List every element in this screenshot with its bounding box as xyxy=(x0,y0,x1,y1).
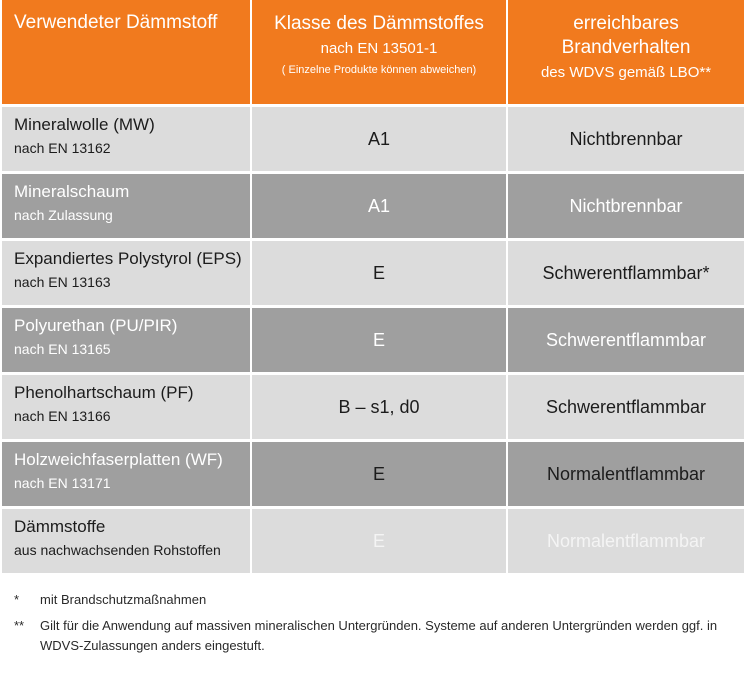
class-cell: E xyxy=(252,442,508,506)
header-fire-sub: des WDVS gemäß LBO** xyxy=(540,64,712,81)
footnote-text: Gilt für die Anwendung auf massiven mineralischen Untergründen. Systeme auf anderen Untergründen werden ggf. in WDVS-Zulassungen anders eingestuft. xyxy=(40,618,718,653)
material-norm: nach EN 13163 xyxy=(14,274,111,290)
header-fire-title: erreichbares Brandverhalten xyxy=(561,13,691,58)
material-cell xyxy=(2,375,252,439)
header-class xyxy=(252,0,508,104)
header-class-title: Klasse des Dämmstoffes xyxy=(274,13,484,34)
material-name: Polyurethan (PU/PIR) xyxy=(14,316,178,335)
footnote xyxy=(14,616,734,656)
material-norm: nach EN 13166 xyxy=(14,408,111,424)
table-header xyxy=(2,0,744,104)
material-name: Mineralwolle (MW) xyxy=(14,115,155,134)
header-material: Verwendeter Dämmstoff xyxy=(2,0,252,104)
table-row xyxy=(2,372,744,439)
table-row xyxy=(2,104,744,171)
material-cell xyxy=(2,308,252,372)
class-cell: B – s1, d0 xyxy=(252,375,508,439)
footnote-mark: * xyxy=(14,592,20,607)
fire-behavior-cell: Normalentflammbar xyxy=(508,509,744,573)
class-cell: E xyxy=(252,241,508,305)
table-row xyxy=(2,171,744,238)
material-name: Expandiertes Polystyrol (EPS) xyxy=(14,249,242,268)
footnote xyxy=(14,590,734,610)
material-name: Mineralschaum xyxy=(14,182,130,201)
fire-behavior-cell: Nichtbrennbar xyxy=(508,174,744,238)
footnote-text: mit Brandschutzmaßnahmen xyxy=(40,592,207,607)
material-norm: aus nachwachsenden Rohstoffen xyxy=(14,542,221,558)
material-cell xyxy=(2,241,252,305)
material-name: Phenolhartschaum (PF) xyxy=(14,383,194,402)
footnote-mark: ** xyxy=(14,618,25,633)
table-row xyxy=(2,238,744,305)
material-name: Holzweichfaserplatten (WF) xyxy=(14,450,223,469)
material-norm: nach EN 13171 xyxy=(14,475,111,491)
material-name: Dämmstoffe xyxy=(14,517,106,536)
class-cell: A1 xyxy=(252,107,508,171)
material-cell xyxy=(2,509,252,573)
header-class-norm: nach EN 13501-1 xyxy=(320,40,438,57)
fire-behavior-cell: Schwerentflammbar* xyxy=(508,241,744,305)
footnotes xyxy=(14,590,734,662)
material-norm: nach EN 13165 xyxy=(14,341,111,357)
class-cell: E xyxy=(252,509,508,573)
table-row xyxy=(2,439,744,506)
fire-behavior-table xyxy=(2,0,744,573)
header-fire-behavior xyxy=(508,0,744,104)
fire-behavior-cell: Schwerentflammbar xyxy=(508,375,744,439)
material-cell xyxy=(2,174,252,238)
class-cell: A1 xyxy=(252,174,508,238)
table-row xyxy=(2,305,744,372)
header-class-note: ( Einzelne Produkte können abweichen) xyxy=(281,64,477,76)
material-norm: nach EN 13162 xyxy=(14,140,111,156)
material-cell xyxy=(2,107,252,171)
fire-behavior-cell: Nichtbrennbar xyxy=(508,107,744,171)
material-norm: nach Zulassung xyxy=(14,207,113,223)
fire-behavior-cell: Schwerentflammbar xyxy=(508,308,744,372)
table-row xyxy=(2,506,744,573)
class-cell: E xyxy=(252,308,508,372)
material-cell xyxy=(2,442,252,506)
fire-behavior-cell: Normalentflammbar xyxy=(508,442,744,506)
